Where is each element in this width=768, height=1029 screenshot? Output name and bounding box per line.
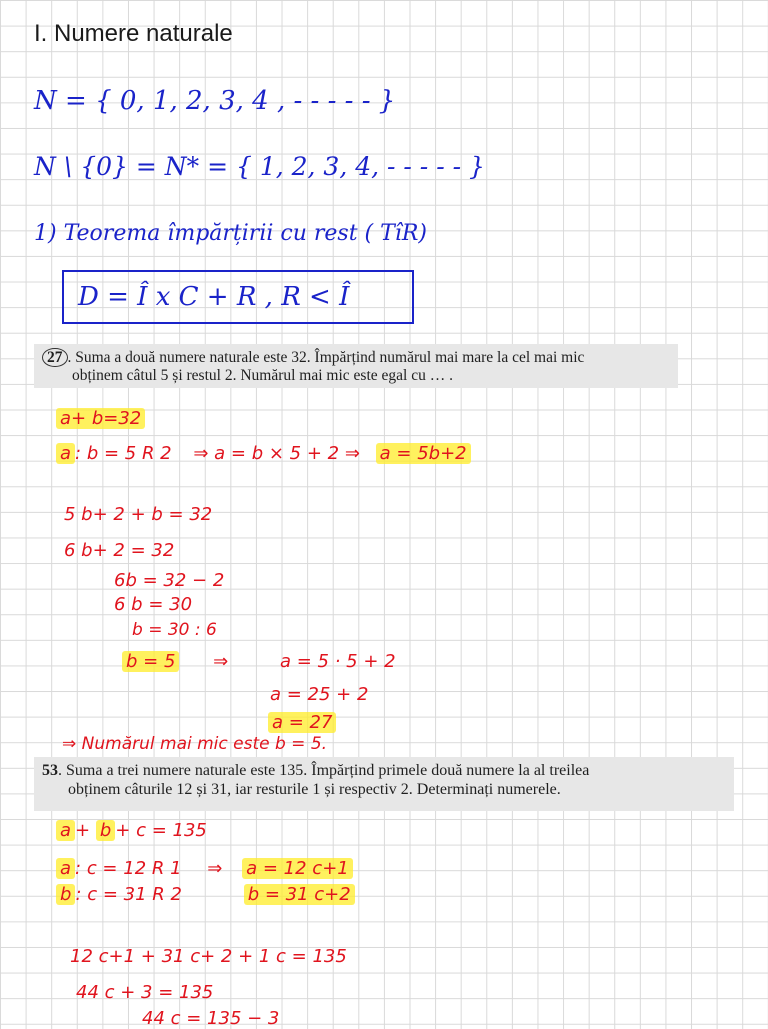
solve-step: 44 c = 135 − 3	[142, 1008, 280, 1029]
problem-text-line: . Suma a trei numere naturale este 135. Împărțind primele două numere la al treilea	[58, 762, 590, 779]
result-b: b = 5 ⇒ a = 5 · 5 + 2	[122, 651, 396, 672]
problem-text-line: . Suma a două numere naturale este 32. Împărțind numărul mai mare la cel mai mic	[67, 349, 585, 366]
set-n-definition: N = { 0, 1, 2, 3, 4 , - - - - - }	[34, 86, 396, 116]
solve-step: b = 30 : 6	[132, 620, 217, 640]
problem-number: 53	[42, 762, 58, 779]
division-formula: D = Î x C + R , R < Î	[78, 282, 350, 312]
solve-step: a = 25 + 2	[270, 684, 369, 705]
division-formula-box	[62, 270, 414, 324]
solve-step: 44 c + 3 = 135	[76, 982, 214, 1003]
solve-step: 6 b+ 2 = 32	[64, 540, 175, 561]
substitution-step: 5 b+ 2 + b = 32	[64, 504, 213, 525]
equation-sum: a + b + c = 135	[56, 820, 207, 841]
problem-text-line: obținem câtul 5 și restul 2. Numărul mai mic este egal cu … .	[72, 367, 453, 384]
page-title: I. Numere naturale	[34, 20, 233, 47]
theorem-heading: 1) Teorema împărțirii cu rest ( TîR)	[34, 221, 427, 246]
equation-division: a : c = 12 R 1 ⇒ a = 12 c+1	[56, 858, 353, 879]
problem-53	[34, 757, 734, 811]
equation-sum: a+ b=32	[56, 408, 145, 429]
set-n-star-definition: N \ {0} = N* = { 1, 2, 3, 4, - - - - - }	[34, 152, 485, 181]
substitution-step: 12 c+1 + 31 c+ 2 + 1 c = 135	[70, 946, 347, 967]
equation-division: b : c = 31 R 2 b = 31 c+2	[56, 884, 355, 905]
equation-division: a : b = 5 R 2 ⇒ a = b × 5 + 2 ⇒ a = 5b+2	[56, 443, 471, 464]
solve-step: 6b = 32 − 2	[114, 570, 225, 591]
result-a: a = 27	[268, 712, 336, 733]
problem-text-line: obținem câturile 12 și 31, iar resturile 1 și respectiv 2. Determinați numerele.	[68, 781, 561, 798]
conclusion: ⇒ Numărul mai mic este b = 5.	[62, 734, 328, 754]
problem-27	[34, 344, 678, 388]
solve-step: 6 b = 30	[114, 594, 193, 615]
problem-number: 27	[42, 348, 68, 367]
